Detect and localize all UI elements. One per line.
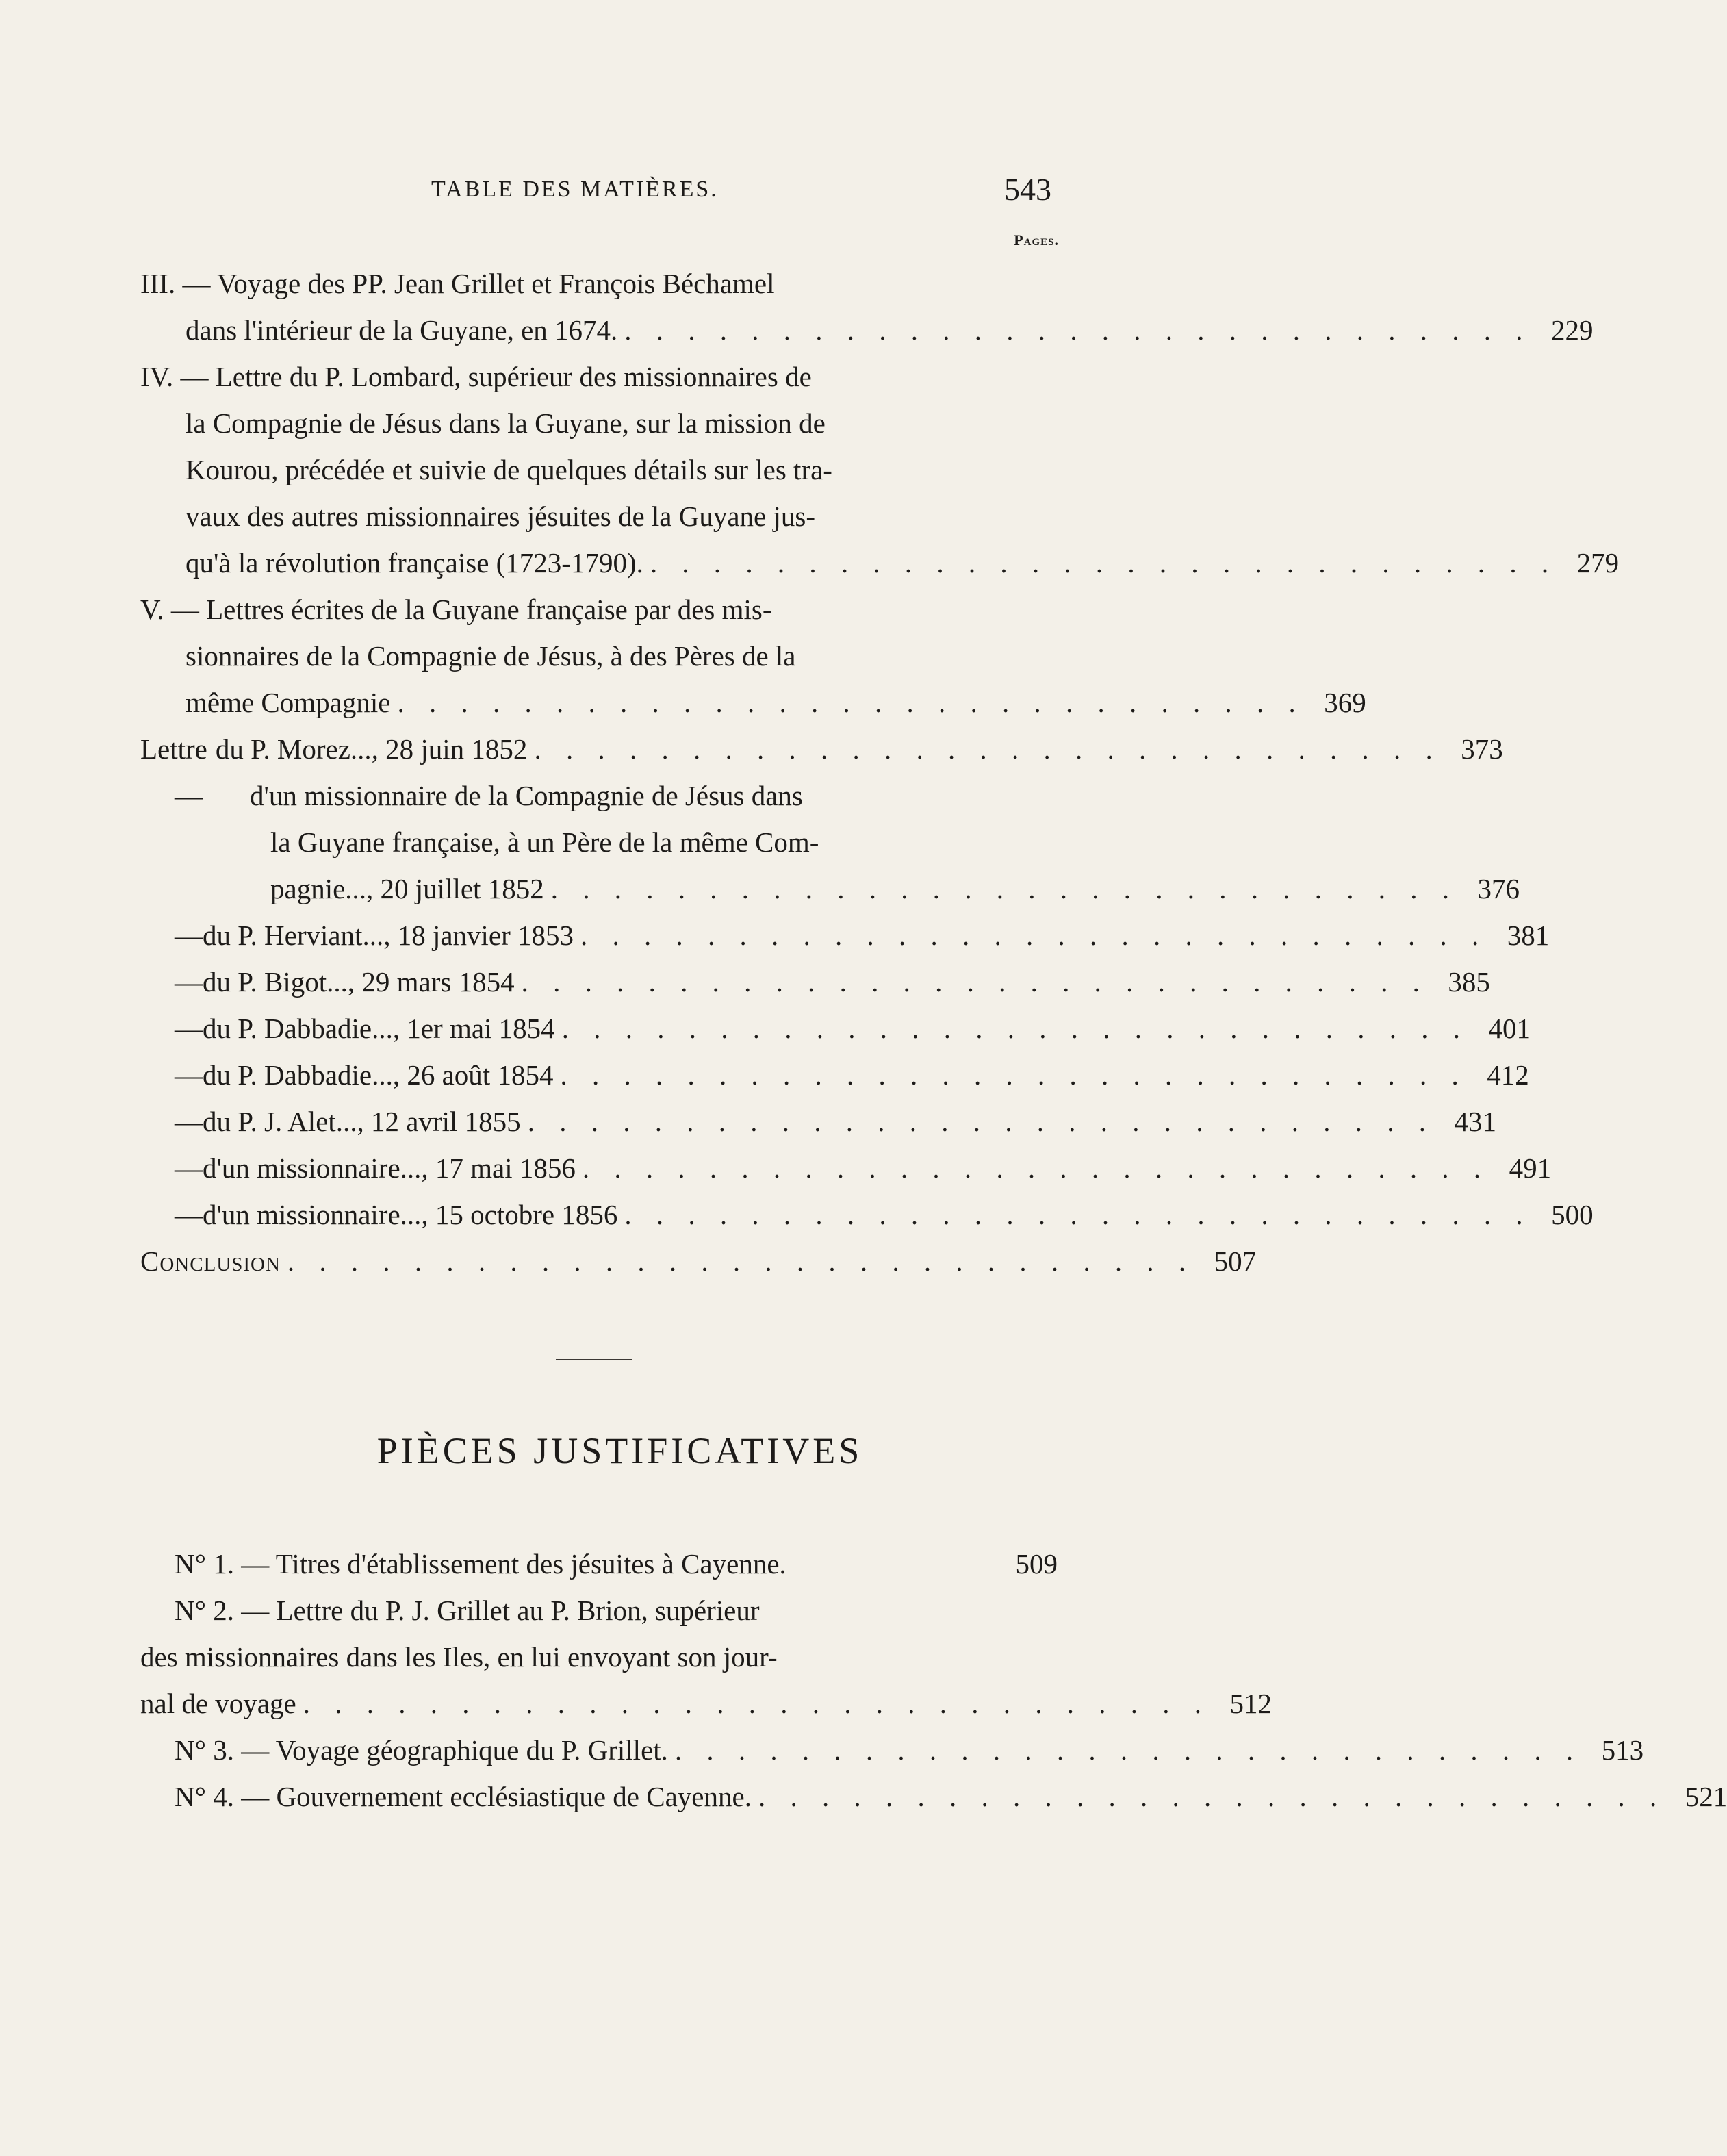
letter-entry-line — [140, 819, 1058, 865]
letter-text: du P. Dabbadie..., 1er mai 1854 — [203, 1013, 555, 1044]
letter-prefix: — — [175, 1106, 203, 1137]
toc-entry-text: dans l'intérieur de la Guyane, en 1674. — [186, 314, 618, 346]
page-number: 543 — [1004, 172, 1051, 207]
toc-entry-text: même Compagnie — [186, 687, 391, 718]
letter-entry — [140, 1145, 1552, 1191]
toc-entry-text: IV. — Lettre du P. Lombard, supérieur des missionnaires de — [140, 361, 812, 392]
toc-page-number: 507 — [1214, 1245, 1257, 1277]
letter-entry-line — [140, 865, 1520, 912]
piece-entry — [140, 1587, 1058, 1634]
dot-leader: . . . . . . . . . . . . . . . . . . . . . . . . . . . . . — [650, 547, 1558, 579]
letter-prefix: — — [175, 920, 203, 951]
dot-leader: . . . . . . . . . . . . . . . . . . . . . . . . . . . . . — [674, 1734, 1583, 1766]
toc-page-number: 521 — [1685, 1781, 1727, 1812]
letter-text: pagnie..., 20 juillet 1852 — [270, 873, 544, 904]
running-title: TABLE DES MATIÈRES. — [431, 177, 719, 202]
toc-entry-text: la Compagnie de Jésus dans la Guyane, sur la mission de — [186, 407, 826, 439]
letter-text: du P. Dabbadie..., 26 août 1854 — [203, 1059, 554, 1091]
letter-prefix: — — [175, 1199, 203, 1230]
dot-leader: . . . . . . . . . . . . . . . . . . . . . . . . . . . . . — [287, 1245, 1195, 1277]
letter-text: du P. J. Alet..., 12 avril 1855 — [203, 1106, 521, 1137]
dot-leader: . . . . . . . . . . . . . . . . . . . . . . . . . . . . . — [534, 733, 1442, 765]
dot-leader: . . . . . . . . . . . . . . . . . . . . . . . . . . . . . — [560, 1059, 1468, 1091]
letter-text: d'un missionnaire..., 17 mai 1856 — [203, 1152, 576, 1184]
piece-entry — [140, 1540, 1058, 1587]
piece-text: des missionnaires dans les Iles, en lui envoyant son jour- — [140, 1641, 778, 1673]
dot-leader: . . . . . . . . . . . . . . . . . . . . . . . . . . . . . — [527, 1106, 1435, 1137]
toc-entry-line — [140, 493, 1058, 540]
letter-prefix: — — [175, 780, 203, 811]
toc-entry-text: V. — Lettres écrites de la Guyane française par des mis- — [140, 594, 772, 625]
toc-page-number: 401 — [1488, 1013, 1531, 1044]
section-heading: PIÈCES JUSTIFICATIVES — [376, 1430, 863, 1471]
toc-entry-text: sionnaires de la Compagnie de Jésus, à des Pères de la — [186, 640, 796, 672]
piece-entry-line — [140, 1680, 1272, 1727]
letter-entry — [140, 959, 1490, 1005]
dot-leader: . . . . . . . . . . . . . . . . . . . . . . . . . . . . . — [550, 873, 1458, 904]
toc-page-number: 431 — [1454, 1106, 1496, 1137]
letter-entry — [140, 1098, 1496, 1145]
letter-text: d'un missionnaire..., 15 octobre 1856 — [203, 1199, 618, 1230]
toc-entry-line — [140, 586, 1058, 633]
letter-entry — [140, 1052, 1529, 1098]
dot-leader: . . . . . . . . . . . . . . . . . . . . . . . . . . . . . — [521, 966, 1429, 998]
piece-text: N° 3. — Voyage géographique du P. Grillet. — [175, 1734, 668, 1766]
toc-entry-line — [140, 400, 1058, 446]
toc-page-number: 376 — [1477, 873, 1520, 904]
toc-page-number: 385 — [1448, 966, 1490, 998]
letter-entry — [140, 912, 1550, 959]
letter-entry — [140, 1005, 1531, 1052]
letter-text: du P. Herviant..., 18 janvier 1853 — [203, 920, 574, 951]
letter-text: du P. Morez..., 28 juin 1852 — [215, 733, 528, 765]
dot-leader: . . . . . . . . . . . . . . . . . . . . . . . . . . . . . — [580, 920, 1488, 951]
toc-page-number: 381 — [1507, 920, 1550, 951]
toc-entry-line — [140, 679, 1366, 726]
letter-prefix: Lettre — [140, 733, 207, 765]
toc-page-number: 229 — [1551, 314, 1594, 346]
toc-entry-line — [140, 353, 1058, 400]
toc-page-number: 491 — [1509, 1152, 1552, 1184]
dot-leader: . . . . . . . . . . . . . . . . . . . . . . . . . . . . . — [624, 1199, 1532, 1230]
letter-prefix: — — [175, 966, 203, 998]
letter-prefix: — — [175, 1059, 203, 1091]
piece-text: N° 2. — Lettre du P. J. Grillet au P. Brion, supérieur — [175, 1595, 760, 1626]
dot-leader: . . . . . . . . . . . . . . . . . . . . . . . . . . . . . — [582, 1152, 1490, 1184]
piece-entry — [140, 1773, 1727, 1820]
toc-page-number: 509 — [1015, 1548, 1058, 1580]
dot-leader: . . . . . . . . . . . . . . . . . . . . . . . . . . . . . — [758, 1781, 1666, 1812]
piece-text: N° 4. — Gouvernement ecclésiastique de Cayenne. — [175, 1781, 752, 1812]
pieces-list — [140, 1540, 1727, 1820]
letter-text: la Guyane française, à un Père de la même Com- — [270, 826, 819, 858]
toc-entry-line — [140, 446, 1058, 493]
letter-text: d'un missionnaire de la Compagnie de Jésus dans — [250, 780, 803, 811]
running-header — [137, 172, 1061, 218]
section-divider — [556, 1359, 632, 1360]
dot-leader: . . . . . . . . . . . . . . . . . . . . . . . . . . . . . — [397, 687, 1305, 718]
conclusion-text: Conclusion — [140, 1245, 281, 1277]
conclusion-entry — [140, 1238, 1257, 1284]
piece-text: nal de voyage — [140, 1688, 296, 1719]
letter-entry — [140, 726, 1503, 772]
letter-text: du P. Bigot..., 29 mars 1854 — [203, 966, 515, 998]
piece-entry-line — [140, 1634, 1058, 1680]
table-of-contents — [140, 260, 1620, 1284]
toc-entry-line — [140, 307, 1594, 353]
toc-page-number: 412 — [1487, 1059, 1529, 1091]
piece-entry — [140, 1727, 1644, 1773]
toc-page-number: 513 — [1601, 1734, 1644, 1766]
toc-page-number: 512 — [1229, 1688, 1272, 1719]
toc-entry-text: vaux des autres missionnaires jésuites de la Guyane jus- — [186, 500, 815, 532]
toc-entry-line — [140, 260, 1058, 307]
piece-text: N° 1. — Titres d'établissement des jésuites à Cayenne. — [175, 1548, 786, 1580]
toc-page-number: 500 — [1551, 1199, 1594, 1230]
toc-page-number: 279 — [1576, 547, 1620, 579]
toc-page-number: 369 — [1324, 687, 1366, 718]
letter-entry — [140, 772, 1058, 819]
toc-entry-text: qu'à la révolution française (1723-1790). — [186, 547, 643, 579]
letter-entry — [140, 1191, 1594, 1238]
toc-entry-text: Kourou, précédée et suivie de quelques détails sur les tra- — [186, 454, 832, 485]
letter-prefix: — — [175, 1013, 203, 1044]
toc-page-number: 373 — [1461, 733, 1503, 765]
dot-leader: . . . . . . . . . . . . . . . . . . . . . . . . . . . . . — [624, 314, 1532, 346]
dot-leader: . . . . . . . . . . . . . . . . . . . . . . . . . . . . . — [303, 1688, 1210, 1719]
toc-entry-text: III. — Voyage des PP. Jean Grillet et François Béchamel — [140, 268, 775, 299]
toc-entry-line — [140, 633, 1058, 679]
letter-prefix: — — [175, 1152, 203, 1184]
toc-entry-line — [140, 540, 1620, 586]
pages-column-label: Pages. — [1014, 231, 1059, 249]
dot-leader: . . . . . . . . . . . . . . . . . . . . . . . . . . . . . — [561, 1013, 1469, 1044]
